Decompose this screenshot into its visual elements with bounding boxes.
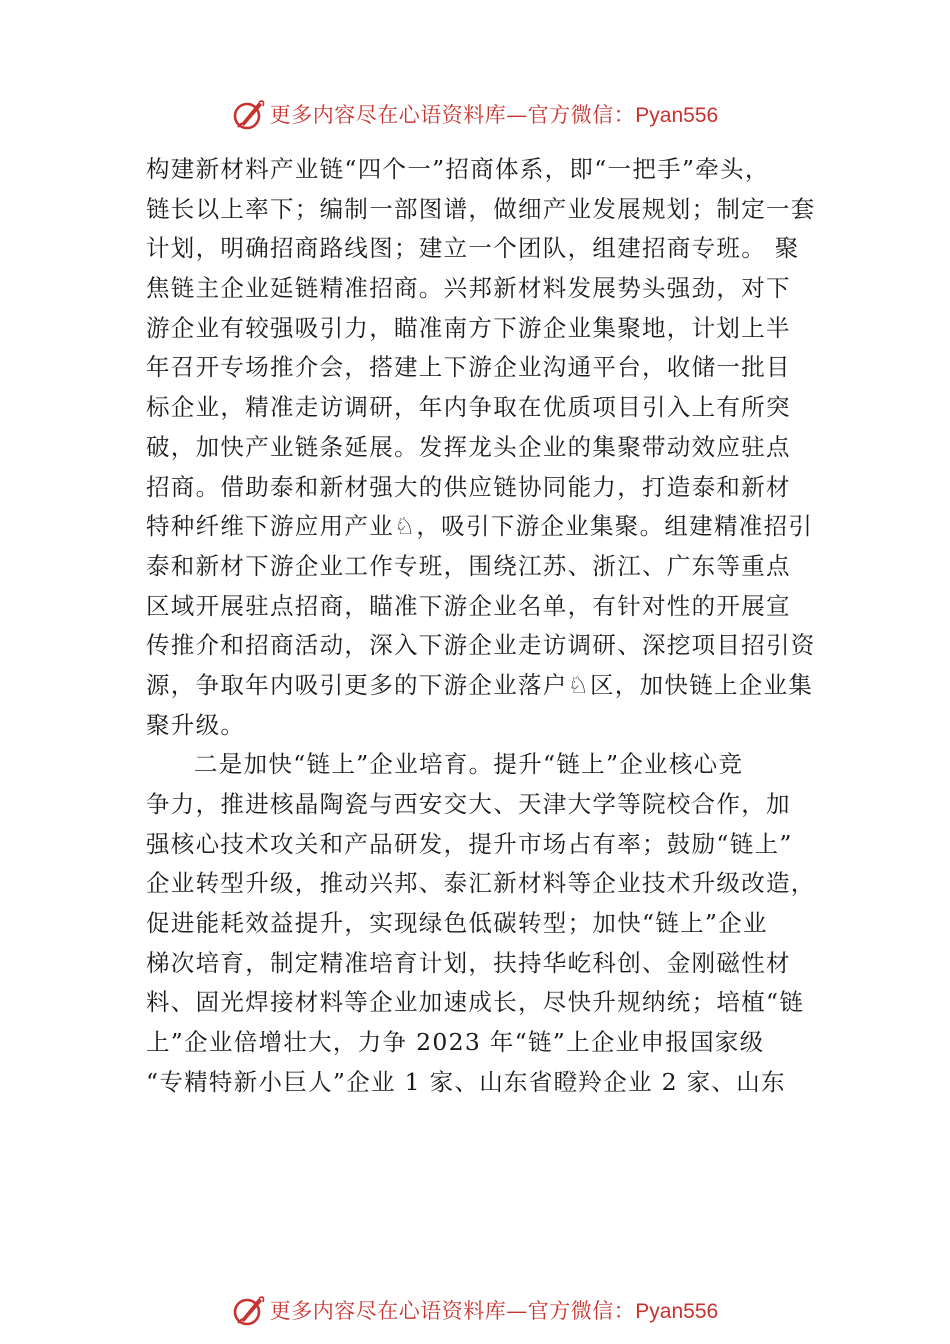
quill-logo-icon [232, 97, 266, 131]
text-line: 争力，推进核晶陶瓷与西安交大、天津大学等院校合作，加 [146, 790, 791, 818]
text-line: 计划，明确招商路线图；建立一个团队，组建招商专班。 聚 [146, 234, 800, 263]
text-line: 企业转型升级，推动兴邦、泰汇新材料等企业技术升级改造， [146, 869, 816, 898]
text-line: 源，争取年内吸引更多的下游企业落户♘区，加快链上企业集 [146, 670, 814, 699]
text-line: 特种纤维下游应用产业♘，吸引下游企业集聚。组建精准招引 [146, 512, 814, 541]
text-line: 区域开展驻点招商，瞄准下游企业名单，有针对性的开展宣 [146, 591, 791, 620]
text-line: 传推介和招商活动，深入下游企业走访调研、深挖项目招引资 [146, 631, 816, 660]
header-banner [0, 94, 950, 134]
text-line: 聚升级。 [146, 710, 246, 739]
banner-title: 更多内容尽在心语资料库—官方微信： [269, 103, 636, 127]
text-line: 焦链主企业延链精准招商。兴邦新材料发展势头强劲，对下 [146, 274, 791, 303]
paragraph-start-line: 二是加快“链上”企业培育。提升“链上”企业核心竞 [194, 750, 744, 779]
text-line: 泰和新材下游企业工作专班，围绕江苏、浙江、广东等重点 [146, 551, 791, 580]
text-line: 上”企业倍增壮大，力争 2023 年“链”上企业申报国家级 [146, 1028, 765, 1057]
banner-text [270, 99, 718, 129]
text-line: 年召开专场推介会，搭建上下游企业沟通平台，收储一批目 [146, 353, 791, 382]
text-line: 强核心技术攻关和产品研发，提升市场占有率；鼓励“链上” [146, 829, 793, 858]
text-line: 链长以上率下；编制一部图谱，做细产业发展规划；制定一套 [146, 194, 816, 223]
document-body [146, 150, 816, 1103]
text-line: 促进能耗效益提升，实现绿色低碳转型；加快“链上”企业 [146, 909, 768, 938]
banner-title: 更多内容尽在心语资料库—官方微信： [269, 1299, 636, 1323]
banner-text [270, 1295, 718, 1325]
text-line: “专精特新小巨人”企业 1 家、山东省瞪羚企业 2 家、山东 [146, 1067, 786, 1096]
quill-logo-icon [232, 1293, 266, 1327]
text-line: 招商。借助泰和新材强大的供应链协同能力，打造泰和新材 [146, 472, 791, 501]
banner-contact: Pyan556 [635, 1300, 719, 1323]
text-line: 游企业有较强吸引力，瞄准南方下游企业集聚地，计划上半 [146, 313, 791, 342]
footer-banner [0, 1290, 950, 1330]
text-line: 梯次培育，制定精准培育计划，扶持华屹科创、金刚磁性材 [146, 948, 791, 977]
text-line: 破，加快产业链条延展。发挥龙头企业的集聚带动效应驻点 [146, 432, 791, 461]
banner-contact: Pyan556 [635, 104, 719, 127]
text-line: 构建新材料产业链“四个一”招商体系，即“一把手”牵头， [146, 155, 770, 183]
text-line: 标企业，精准走访调研，年内争取在优质项目引入上有所突 [146, 393, 791, 422]
text-line: 料、固光焊接材料等企业加速成长，尽快升规纳统；培植“链 [146, 988, 805, 1017]
